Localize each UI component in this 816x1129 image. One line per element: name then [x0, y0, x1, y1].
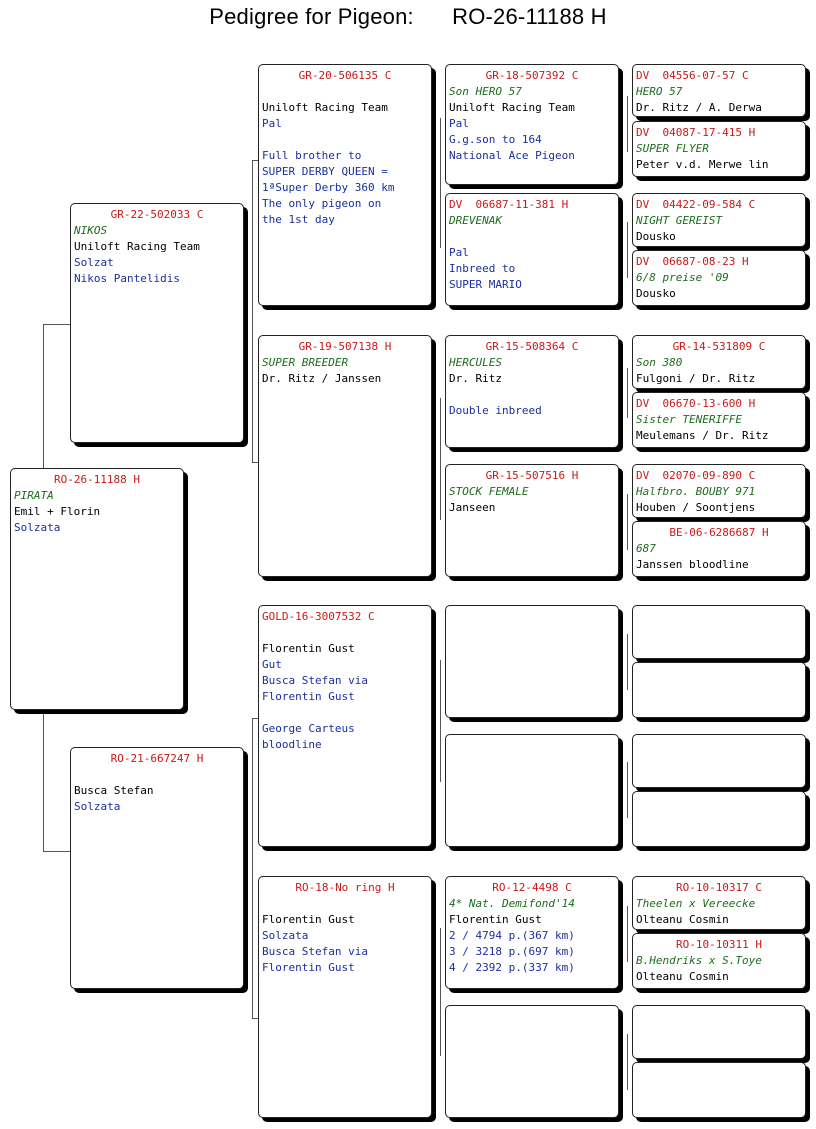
pigeon-name: SUPER FLYER	[636, 142, 709, 155]
ring-number: GOLD-16-3007532 C	[262, 610, 375, 623]
connector-line	[627, 634, 628, 690]
owner-name: Dr. Ritz / A. Derwa	[636, 101, 762, 114]
gen4-card-empty[interactable]	[632, 734, 806, 788]
owner-name: Janssen bloodline	[636, 558, 749, 571]
owner-name: Uniloft Racing Team	[74, 240, 200, 253]
pigeon-name: Halfbro. BOUBY 971	[636, 485, 756, 498]
connector-line	[627, 222, 628, 278]
gen4-card-empty[interactable]	[632, 791, 806, 847]
connector-line	[440, 398, 441, 520]
page-title	[0, 4, 816, 30]
gen4-card-empty[interactable]	[632, 605, 806, 659]
pigeon-info: 2 / 4794 p.(367 km)	[449, 929, 575, 942]
gen4-card[interactable]	[632, 250, 806, 306]
pigeon-info: Busca Stefan via	[262, 945, 368, 958]
pigeon-name: NIKOS	[74, 224, 108, 237]
dam-sire-card[interactable]	[258, 605, 432, 847]
sire-sire-card[interactable]	[258, 64, 432, 306]
pigeon-info: The only pigeon on	[262, 197, 382, 210]
pigeon-info: George Carteus	[262, 722, 355, 735]
owner-name: Dousko	[636, 287, 676, 300]
pigeon-info: the 1st day	[262, 213, 335, 226]
ring-number: GR-15-508364 C	[485, 340, 579, 353]
pigeon-info: Inbreed to	[449, 262, 516, 275]
connector-line	[252, 718, 253, 1018]
ring-number: RO-10-10311 H	[675, 938, 763, 951]
connector-line	[627, 96, 628, 152]
ring-number: GR-22-502033 C	[110, 208, 204, 221]
ggp-card-ssd[interactable]	[445, 193, 619, 306]
ggp-card-empty[interactable]	[445, 605, 619, 718]
pigeon-info: Full brother to	[262, 149, 362, 162]
ring-number: GR-14-531809 C	[672, 340, 766, 353]
pigeon-name: HERO 57	[636, 85, 683, 98]
gen4-card[interactable]	[632, 64, 806, 117]
pigeon-name: B.Hendriks x S.Toye	[636, 954, 762, 967]
subject-pigeon-card[interactable]	[10, 468, 184, 710]
owner-name: Dousko	[636, 230, 676, 243]
ring-number: GR-19-507138 H	[298, 340, 392, 353]
ring-number: GR-15-507516 H	[485, 469, 579, 482]
pigeon-info: Busca Stefan via	[262, 674, 368, 687]
owner-name: Busca Stefan	[74, 784, 154, 797]
owner-name: Meulemans / Dr. Ritz	[636, 429, 769, 442]
pigeon-info: Pal	[449, 246, 469, 259]
gen4-card-empty[interactable]	[632, 1005, 806, 1059]
gen4-card[interactable]	[632, 876, 806, 930]
gen4-card[interactable]	[632, 521, 806, 577]
pigeon-name: NIGHT GEREIST	[636, 214, 723, 227]
ring-number: BE-06-6286687 H	[669, 526, 769, 539]
ring-number: DV 04422-09-584 C	[636, 198, 756, 211]
owner-name: Uniloft Racing Team	[449, 101, 575, 114]
owner-name: Florentin Gust	[449, 913, 542, 926]
ggp-card-sds[interactable]	[445, 335, 619, 448]
connector-line	[440, 660, 441, 782]
connector-line	[627, 1034, 628, 1090]
pigeon-info: SUPER MARIO	[449, 278, 522, 291]
pigeon-name: 6/8 preise '09	[636, 271, 729, 284]
pigeon-name: SUPER BREEDER	[262, 356, 349, 369]
ring-number: DV 06687-08-23 H	[636, 255, 749, 268]
pigeon-info: Nikos Pantelidis	[74, 272, 180, 285]
ring-number: GR-20-506135 C	[298, 69, 392, 82]
ring-number: DV 04556-07-57 C	[636, 69, 749, 82]
pigeon-name: Theelen x Vereecke	[636, 897, 756, 910]
gen4-card[interactable]	[632, 464, 806, 518]
dam-card[interactable]	[70, 747, 244, 989]
pigeon-info: SUPER DERBY QUEEN =	[262, 165, 388, 178]
owner-name: Florentin Gust	[262, 642, 355, 655]
ring-number: DV 02070-09-890 C	[636, 469, 756, 482]
pigeon-info: Pal	[262, 117, 282, 130]
gen4-card[interactable]	[632, 933, 806, 989]
connector-line	[43, 851, 71, 852]
gen4-card-empty[interactable]	[632, 662, 806, 718]
pigeon-info: Solzata	[262, 929, 309, 942]
ggp-card-empty[interactable]	[445, 1005, 619, 1118]
dam-dam-card[interactable]	[258, 876, 432, 1118]
owner-name: Dr. Ritz / Janssen	[262, 372, 382, 385]
ring-number: RO-12-4498 C	[492, 881, 572, 894]
ring-number: RO-18-No ring H	[295, 881, 395, 894]
pigeon-info: Florentin Gust	[262, 690, 355, 703]
ggp-card-sdd[interactable]	[445, 464, 619, 577]
ggp-card-dds[interactable]	[445, 876, 619, 989]
connector-line	[440, 118, 441, 248]
pigeon-info: G.g.son to 164	[449, 133, 542, 146]
pigeon-info: bloodline	[262, 738, 322, 751]
gen4-card[interactable]	[632, 392, 806, 448]
owner-name: Fulgoni / Dr. Ritz	[636, 372, 756, 385]
pigeon-name: DREVENAK	[449, 214, 502, 227]
owner-name: Peter v.d. Merwe lin	[636, 158, 769, 171]
pigeon-name: Son 380	[636, 356, 683, 369]
ring-number: DV 06687-11-381 H	[449, 198, 569, 211]
gen4-card-empty[interactable]	[632, 1062, 806, 1118]
pigeon-info: 4 / 2392 p.(337 km)	[449, 961, 575, 974]
ring-number: GR-18-507392 C	[485, 69, 579, 82]
title-ring-number: RO-26-11188 H	[452, 4, 607, 29]
pigeon-name: Son HERO 57	[449, 85, 522, 98]
owner-name: Dr. Ritz	[449, 372, 502, 385]
sire-card[interactable]	[70, 203, 244, 443]
owner-name: Janseen	[449, 501, 496, 514]
ring-number: DV 06670-13-600 H	[636, 397, 756, 410]
pigeon-info: Double inbreed	[449, 404, 542, 417]
pigeon-info: 3 / 3218 p.(697 km)	[449, 945, 575, 958]
gen4-card[interactable]	[632, 335, 806, 389]
pigeon-info: Solzata	[74, 800, 121, 813]
connector-line	[627, 368, 628, 418]
pigeon-info: National Ace Pigeon	[449, 149, 575, 162]
gen4-card[interactable]	[632, 193, 806, 247]
owner-name: Uniloft Racing Team	[262, 101, 388, 114]
pigeon-info: Florentin Gust	[262, 961, 355, 974]
pigeon-name: STOCK FEMALE	[449, 485, 529, 498]
ring-number: RO-10-10317 C	[675, 881, 763, 894]
owner-name: Olteanu Cosmin	[636, 970, 729, 983]
title-label: Pedigree for Pigeon:	[209, 4, 414, 29]
ring-number: DV 04087-17-415 H	[636, 126, 756, 139]
owner-name: Emil + Florin	[14, 505, 101, 518]
gen4-card[interactable]	[632, 121, 806, 177]
ring-number: RO-26-11188 H	[53, 473, 141, 486]
connector-line	[252, 160, 253, 462]
pigeon-info: Gut	[262, 658, 282, 671]
pigeon-info: Pal	[449, 117, 469, 130]
sire-dam-card[interactable]	[258, 335, 432, 577]
owner-name: Florentin Gust	[262, 913, 355, 926]
connector-line	[440, 928, 441, 1056]
owner-name: Houben / Soontjens	[636, 501, 756, 514]
connector-line	[43, 324, 71, 325]
pigeon-name: 687	[636, 542, 656, 555]
ggp-card-sss[interactable]	[445, 64, 619, 185]
pigeon-name: Sister TENERIFFE	[636, 413, 742, 426]
pigeon-info: 1ªSuper Derby 360 km	[262, 181, 395, 194]
pigeon-name: 4* Nat. Demifond'14	[449, 897, 575, 910]
connector-line	[627, 762, 628, 818]
ggp-card-empty[interactable]	[445, 734, 619, 847]
owner-name: Olteanu Cosmin	[636, 913, 729, 926]
pigeon-name: HERCULES	[449, 356, 502, 369]
pigeon-name: PIRATA	[14, 489, 54, 502]
connector-line	[627, 906, 628, 962]
pigeon-info: Solzat	[74, 256, 114, 269]
pigeon-info: Solzata	[14, 521, 61, 534]
connector-line	[627, 494, 628, 550]
ring-number: RO-21-667247 H	[110, 752, 204, 765]
